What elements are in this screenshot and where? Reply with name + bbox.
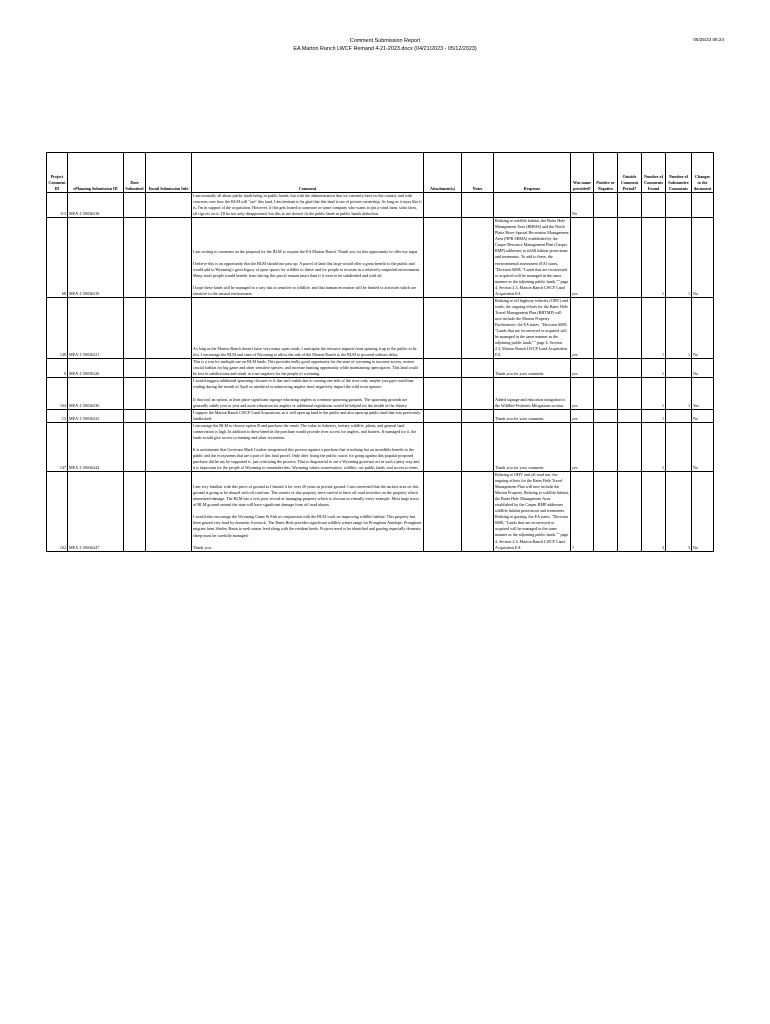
cell-changes: No [692,422,714,471]
comment-paragraph: I support the Marton Ranch LWCF Land Acquisition, as it will open up land to the public and also open up public land that was previously landlocked. [193,409,421,421]
cell-comment [192,472,424,552]
cell-positive-negative [594,378,618,409]
cell-eplanning-id: MEA-1-50036221 [68,297,124,358]
cell-positive-negative [594,218,618,298]
cell-notes [462,472,494,552]
comment-paragraph: I hope these lands will be managed in a way that is sensitive to wildlife, and that human recreation will be limited to activities which are sensitive to the natural environment. [193,284,417,296]
cell-response: Thank you for your comment. [494,422,571,471]
cell-name-provided: ? [571,472,594,552]
cell-outside-period [618,409,642,422]
cell-date-submitted [124,472,146,552]
cell-comments-found: 3 [642,472,666,552]
cell-eplanning-id: MEA-1-50036233 [68,409,124,422]
cell-email-info [146,359,192,378]
cell-comments-found [642,193,666,218]
cell-eplanning-id: MEA-1-50036226 [68,359,124,378]
cell-outside-period [618,378,642,409]
cell-email-info [146,422,192,471]
cell-response: Added signage and education mitigation to the Wildlife-Fisheries Mitigations section. [494,378,571,409]
cell-comments-found: 1 [642,378,666,409]
cell-project-comment-id: 148 [47,297,68,358]
table-row [47,378,714,409]
cell-eplanning-id: MEA-1-50036247 [68,472,124,552]
cell-comments-found: 1 [642,297,666,358]
col-project-comment-id: Project Comment ID [47,153,68,193]
cell-outside-period [618,297,642,358]
comment-paragraph: It is unfortunate that Governor Mark Gordon weaponized this process against a purchase that is nothing but an incredible benefit to the public and the ecosystems that are a part of this land parcel. Only after fixing the public outcry for going against this popular proposed purchase did he say he supported it, just criticizing the process. That is disgraceful to see a Wyoming governor act in such a petty way and it is important for the people of Wyoming to remember this. Wyoming values conservation, wildlife, our public lands, and access to them. [193,446,420,470]
cell-project-comment-id: 13 [47,409,68,422]
cell-email-info [146,409,192,422]
cell-comments-found: 1 [642,422,666,471]
cell-email-info [146,297,192,358]
cell-response: Thank you for your comment. [494,359,571,378]
table-row [47,193,714,218]
cell-substantive-comments: 1 [666,378,692,409]
cell-outside-period [618,193,642,218]
cell-date-submitted [124,378,146,409]
cell-comment [192,297,424,358]
cell-date-submitted [124,218,146,298]
col-changes: Changes to the document [692,153,714,193]
cell-substantive-comments [666,422,692,471]
cell-email-info [146,472,192,552]
cell-attachments [424,378,462,409]
report-header [0,37,770,53]
comment-table [46,152,714,552]
col-positive-negative: Positive or Negative [594,153,618,193]
cell-email-info [146,218,192,298]
comment-paragraph: I believe this is an opportunity that the BLM should not pass up. A parcel of land this large would offer a great benefit to the public and would add to Wyoming's great legacy of open spaces for wildlife to thrive and for people to recreate in a relatively unspoiled environment. Many more people would benefit from having this parcel remain intact than if it were to be subdivided and sold off. [193,260,421,278]
cell-changes: No [692,359,714,378]
comment-paragraph: I am very familiar with this piece of ground as I hunted it for over 20 years as private ground. I am concerned that the surface area on this ground is going to be abused with off road use. The owners of this property were careful to limit off road activities on the property which minimized damage. The BLM has a very poor record of managing property which is obvious in virtually every example. Most large tracts of BLM ground around the state will have significant damage from off road abuses. [193,484,419,508]
cell-comment [192,359,424,378]
cell-comment [192,193,424,218]
col-comments-found: Number of Comments Found [642,153,666,193]
cell-name-provided: yes [571,359,594,378]
cell-project-comment-id: 162 [47,472,68,552]
report-timestamp: 05/25/23 08:24 [693,37,724,42]
comment-paragraph: I would suggest additional spawning closures or if that isn't viable due to owning one side of the river only, maybe you guys could ban wading during the month of April so unethical or unknowing anglers don't negatively impact the wild trout spawns. [193,378,414,390]
cell-name-provided: yes [571,422,594,471]
comment-paragraph: Thank you. [193,544,212,550]
col-comment: Comment [192,153,424,193]
cell-positive-negative [594,422,618,471]
cell-name-provided: yes [571,218,594,298]
cell-changes: No [692,472,714,552]
cell-changes: No [692,409,714,422]
cell-changes: Yes [692,378,714,409]
comment-paragraph: As long as the Marton Ranch doesn't have very many open roads, I anticipate the resource impacts from opening it up to the public to be low. I encourage the BLM and state of Wyoming to allow the sale of the Marton Ranch to the BLM to proceed without delay. [193,346,417,358]
cell-substantive-comments [666,409,692,422]
cell-attachments [424,297,462,358]
table-row [47,472,714,552]
cell-name-provided: No [571,193,594,218]
cell-comments-found: 1 [642,359,666,378]
cell-substantive-comments [666,193,692,218]
cell-eplanning-id: MEA-1-50036230 [68,378,124,409]
cell-comment [192,378,424,409]
cell-substantive-comments: 1 [666,218,692,298]
cell-date-submitted [124,409,146,422]
comment-paragraph: If that isn't an option, at least place significant signage educating anglers at common spawning grounds. The spawning grounds are generally subtle year to year and more education for anglers or additional regulations would be helpful for the health of the fishery. [193,396,408,408]
cell-eplanning-id: MEA-1-50036219 [68,218,124,298]
cell-notes [462,422,494,471]
cell-notes [462,378,494,409]
table-row [47,422,714,471]
cell-project-comment-id: 68 [47,218,68,298]
cell-attachments [424,193,462,218]
cell-substantive-comments: 1 [666,297,692,358]
cell-date-submitted [124,422,146,471]
cell-positive-negative [594,472,618,552]
cell-positive-negative [594,409,618,422]
cell-attachments [424,472,462,552]
col-eplanning-id: ePlanning Submission ID [68,153,124,193]
cell-positive-negative [594,359,618,378]
cell-notes [462,409,494,422]
table-row [47,409,714,422]
cell-email-info [146,378,192,409]
cell-project-comment-id: 113 [47,193,68,218]
col-date-submitted: Date Submitted [124,153,146,193]
comment-paragraph: I am writing to comment on the proposal for the BLM to acquire the EA Marton Ranch. Thank you for this opportunity to offer my input. [193,248,419,254]
comment-paragraph: This is a win for multiple use on BLM lands. This provides really good opportunity for the state of wyoming to increase access, restore crucial habitat for big game and other sensitive species, and increase hunting opportunity while maintaining open spaces. This land could be lost to subdivisions and result in a net negative for the people of wyoming. [193,359,418,377]
col-outside-period: Outside Comment Period? [618,153,642,193]
cell-substantive-comments: 3 [666,472,692,552]
cell-comments-found: 1 [642,409,666,422]
cell-notes [462,359,494,378]
cell-date-submitted [124,359,146,378]
cell-changes: No [692,297,714,358]
table-row [47,218,714,298]
cell-response: Relating to wildlife habitat, the Bates Hole Management Area (BHMA) and the North Platte River Special Recreation Management Area (NPR SRMA) established by the Casper Resource Management Plan (Casper RMP) addresses to fulfill habitat protections and treatments. To add to these, the environmental assessment (EA) states, "Decision 6008, "Lands that are reconveyed or acquired will be managed in the same manner as the adjoining public lands."" page 4, Section 2.3, Marton Ranch LWCF Land Acquisition EA. [495,218,569,296]
cell-notes [462,218,494,298]
cell-date-submitted [124,297,146,358]
cell-outside-period [618,359,642,378]
cell-comments-found: 1 [642,218,666,298]
cell-attachments [424,359,462,378]
cell-response: Relating to OHV and off road use, the ongoing efforts for the Bates Hole Travel Management Plan will now include the Marton Property. Relating to wildlife habitat, the Bates Hole Management Area established by the Casper RMP addresses wildlife habitat protections and treatments. Relating to grazing, the EA states, "Decision 6008, "Lands that are reconveyed or acquired will be managed in the same manner as the adjoining public lands."" page 4, Section 2.3, Marton Ranch LWCF Land Acquisition EA. [495,472,569,550]
col-email-info: Email Submission Info [146,153,192,193]
comment-paragraph: I am normally all about public lands being in public hands, but with the administration that we currently have in this country and with concerns over how the BLM will "use" this land, I am hesitant to be glad that this land is out of private ownership. As long as it stays like it is, I'm in support of the acquisition. However, if this gets leased to someone or some company who wants to put a wind farm, solar farm, oil rigs etc on it, I'll be not only disappointed, but this to me doesn't fit the public lands in public hands definition. [193,193,422,217]
cell-outside-period [618,472,642,552]
cell-changes: No [692,218,714,298]
cell-outside-period [618,422,642,471]
cell-eplanning-id: MEA-1-50036218 [68,193,124,218]
comment-paragraph: I would also encourage the Wyoming Game & Fish in conjunction with the BLM work on improving wildlife habitat. This property has been grazed very hard by domestic livestock. The Bates Hole provides significant wildlife winter range for Pronghorn Antelope. Pronghorn migrate from Shirley Basin to seek winter feed along with the resident herds. Projects need to be identified and grazing especially domestic sheep must be carefully managed. [193,514,422,538]
cell-eplanning-id: MEA-1-50036242 [68,422,124,471]
cell-outside-period [618,218,642,298]
col-substantive-comments: Number of Substantive Comments [666,153,692,193]
cell-response: Thank you for your comment. [494,409,571,422]
cell-project-comment-id: 164 [47,378,68,409]
cell-name-provided: yes [571,409,594,422]
cell-comment [192,218,424,298]
table-row [47,359,714,378]
cell-date-submitted [124,193,146,218]
cell-email-info [146,193,192,218]
cell-comment [192,409,424,422]
cell-response: Relating to off highway vehicles (OHV) and roads, the ongoing efforts for the Bates Hole Travel Management Plan (BHTMP) will now include the Marton Property. Furthermore, the EA states, "Decision 6008, "Lands that are reconveyed or acquired will be managed in the same manner as the adjoining public lands."" page 4, Section 2.3, Marton Ranch LWCF Land Acquisition EA. [494,297,571,358]
cell-positive-negative [594,297,618,358]
cell-project-comment-id: 147 [47,422,68,471]
cell-changes [692,193,714,218]
report-subtitle: EA Marton Ranch LWCF Remand 4-21-2023.docx (04/21/2023 - 05/12/2023) [293,46,477,52]
cell-notes [462,193,494,218]
cell-notes [462,297,494,358]
comment-paragraph: I encourage the BLM to choose option B and purchase the ranch. The value to fisheries, tertiary wildlife, plants, and general land conservation is high. In addition to these benefits the purchase would provide river access for anglers, and boaters. If managed for it, the lands would give access to hunting and other recreation. [193,422,417,440]
cell-attachments [424,422,462,471]
header-row [47,153,714,193]
cell-name-provided: yes [571,378,594,409]
table-row [47,297,714,358]
cell-response [494,193,571,218]
col-response: Response [494,153,571,193]
report-title: Comment Submission Report [349,38,421,44]
cell-comment [192,422,424,471]
cell-name-provided: yes [571,297,594,358]
cell-attachments [424,409,462,422]
cell-project-comment-id: 9 [47,359,68,378]
col-name-provided: Was name provided? [571,153,594,193]
cell-attachments [424,218,462,298]
col-attachments: Attachment(s) [424,153,462,193]
table-body [47,193,714,552]
cell-positive-negative [594,193,618,218]
col-notes: Notes [462,153,494,193]
cell-substantive-comments [666,359,692,378]
